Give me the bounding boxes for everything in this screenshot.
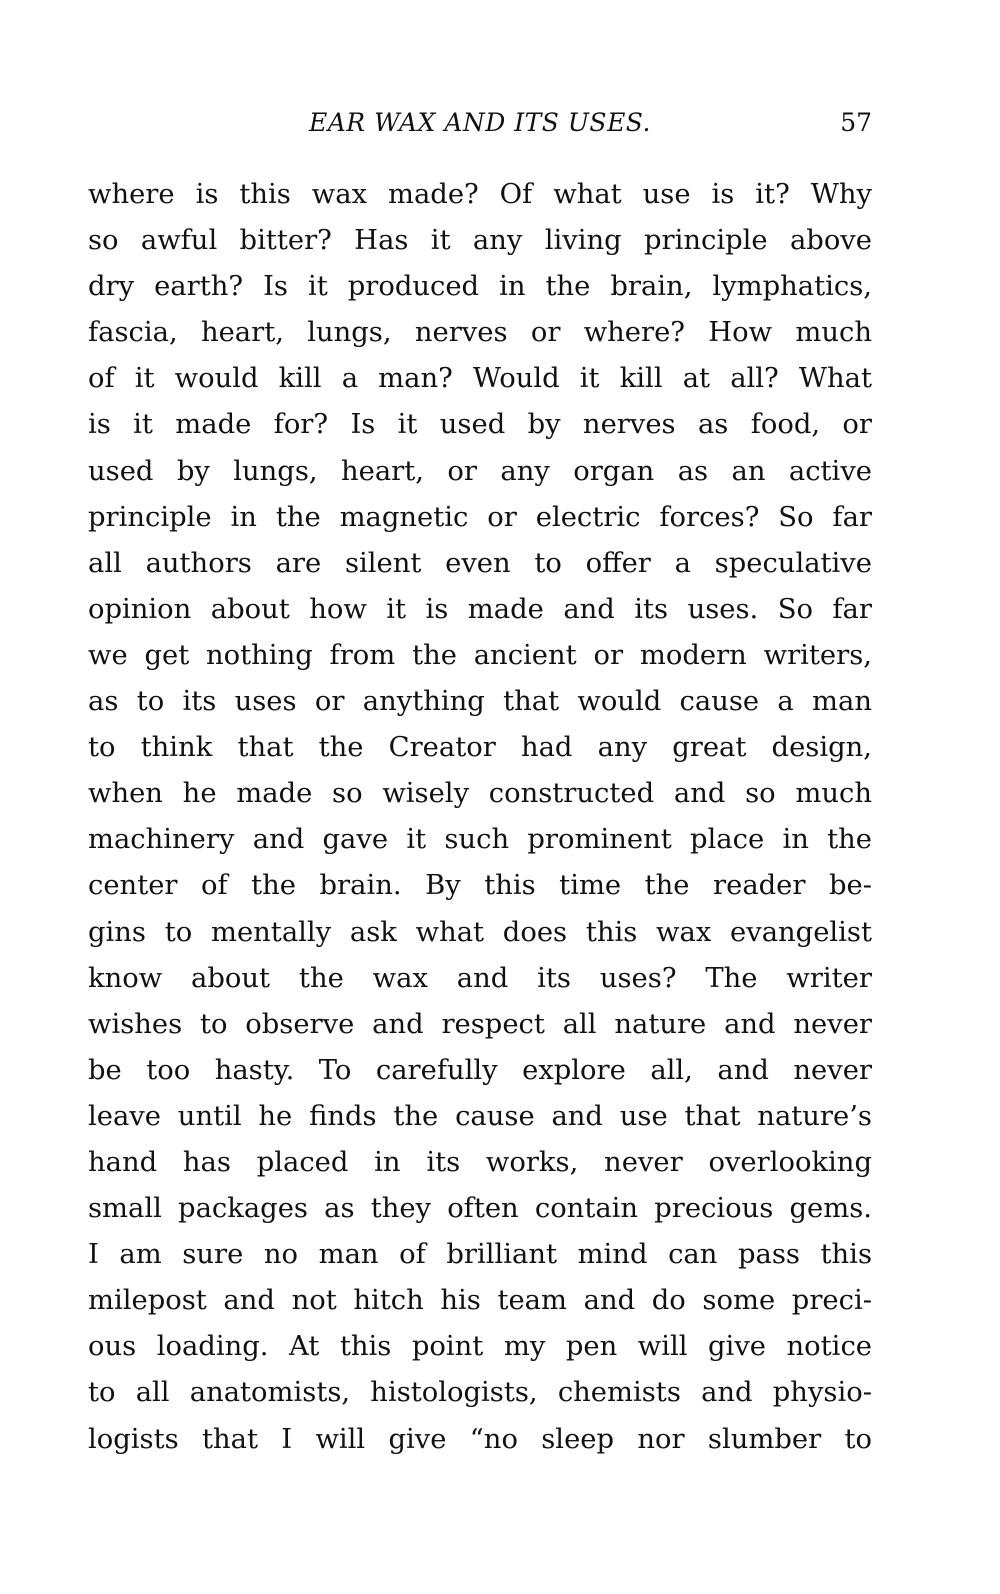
running-title: EAR WAX AND ITS USES. xyxy=(309,108,651,137)
text-line: where is this wax made? Of what use is it? Why xyxy=(88,179,872,210)
text-line: logists that I will give “no sleep nor slumber to xyxy=(88,1423,872,1455)
text-line: of it would kill a man? Would it kill at all? What xyxy=(88,363,872,395)
text-line: wishes to observe and respect all nature and never xyxy=(88,1008,872,1040)
text-line: is it made for? Is it used by nerves as food, or xyxy=(88,409,872,441)
text-line: gins to mentally ask what does this wax evangelist xyxy=(88,916,872,948)
text-line: principle in the magnetic or electric forces? So far xyxy=(88,501,872,533)
text-line: small packages as they often contain precious gems. xyxy=(88,1193,872,1225)
running-head xyxy=(88,108,872,148)
text-line: center of the brain. By this time the reader be- xyxy=(88,870,872,902)
text-line: be too hasty. To carefully explore all, and never xyxy=(88,1054,872,1086)
text-line: when he made so wisely constructed and so much xyxy=(88,778,872,810)
text-line: to all anatomists, histologists, chemists and physio- xyxy=(88,1377,872,1409)
text-line: dry earth? Is it produced in the brain, lymphatics, xyxy=(88,271,872,303)
text-line: all authors are silent even to offer a speculative xyxy=(88,547,872,579)
body-text xyxy=(88,172,872,1463)
page-number: 57 xyxy=(840,108,872,137)
text-line: to think that the Creator had any great design, xyxy=(88,732,872,764)
text-line: hand has placed in its works, never overlooking xyxy=(88,1146,872,1178)
text-line: ous loading. At this point my pen will give notice xyxy=(88,1331,872,1363)
text-line: opinion about how it is made and its uses. So far xyxy=(88,593,872,625)
text-line: I am sure no man of brilliant mind can pass this xyxy=(88,1239,872,1271)
text-line: machinery and gave it such prominent place in the xyxy=(88,824,872,856)
text-line: used by lungs, heart, or any organ as an active xyxy=(88,455,872,487)
text-line: we get nothing from the ancient or modern writers, xyxy=(88,639,872,671)
text-line: fascia, heart, lungs, nerves or where? How much xyxy=(88,317,872,349)
text-line: as to its uses or anything that would cause a man xyxy=(88,686,872,718)
text-line: so awful bitter? Has it any living principle above xyxy=(88,225,872,257)
text-line: know about the wax and its uses? The writer xyxy=(88,962,872,994)
text-line: milepost and not hitch his team and do some preci- xyxy=(88,1285,872,1317)
text-line: leave until he finds the cause and use that nature’s xyxy=(88,1100,872,1132)
